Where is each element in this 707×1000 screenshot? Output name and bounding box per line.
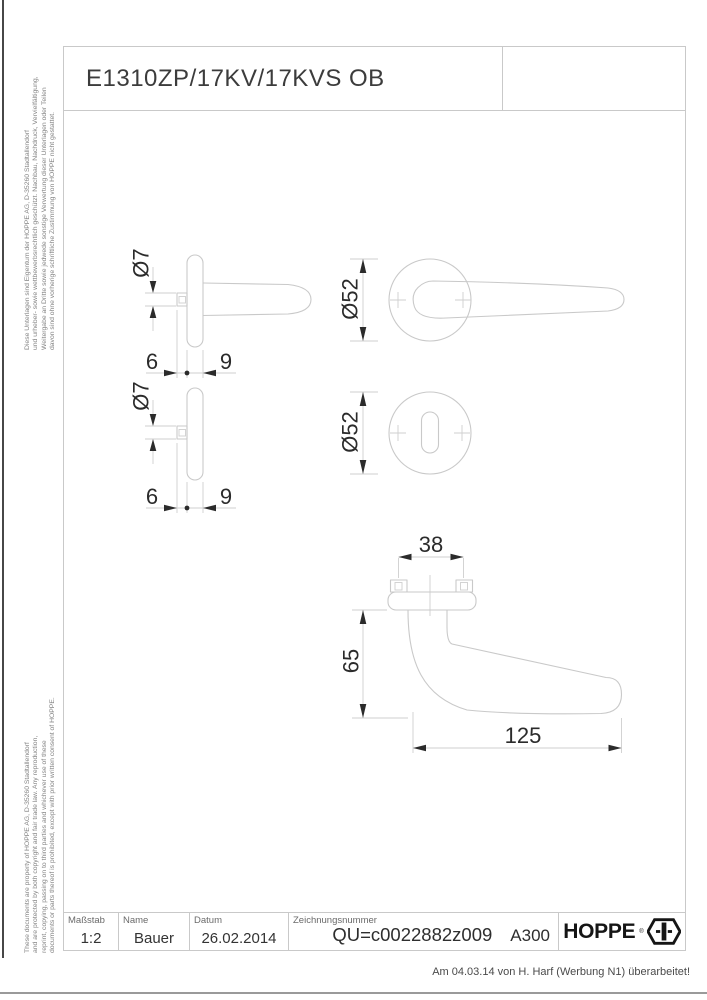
escutcheon-side-outline [187, 388, 203, 480]
keyhole-slot [422, 412, 439, 453]
dim-label-6: 6 [145, 349, 159, 374]
dim-top-65 [339, 610, 409, 718]
drawing-number-label: Zeichnungsnummer [293, 915, 377, 926]
view-handle-front [338, 259, 625, 341]
disclaimer-english-line: These documents are property of HOPPE AG, D-35260 Stadtallendorf [24, 742, 31, 953]
rose-side-outline [187, 255, 203, 347]
dim-label-38: 38 [418, 532, 444, 557]
view-escutcheon-front [338, 392, 472, 474]
dim-label-65: 65 [338, 648, 364, 674]
screw-post-right-slot [461, 583, 468, 591]
view-handle-side [129, 248, 312, 378]
escutcheon-stub-detail [179, 430, 186, 437]
dim-label-9: 9 [219, 349, 233, 374]
format-code: A300 [510, 926, 550, 945]
dim-label-6: 6 [145, 484, 159, 509]
date-label: Datum [194, 915, 222, 926]
disclaimer-german-line: und urheber- sowie wettbewerbsrechtlich geschützt. Nachbau, Nachdruck, Vervielfältigung, [32, 76, 40, 350]
dim-label-9: 9 [219, 484, 233, 509]
dim-label-diameter7: Ø7 [128, 381, 154, 411]
scale-value: 1:2 [80, 930, 102, 947]
view-rose-side [129, 381, 237, 513]
dim-top-125 [413, 712, 622, 753]
handle-top-outline [408, 610, 622, 714]
dim-label-diameter52: Ø52 [337, 411, 363, 453]
dim-top-38 [399, 532, 464, 578]
dim-rose-side-diameter7 [129, 381, 177, 464]
dim-rose-side-6-9 [146, 443, 236, 513]
dim-handle-side-diameter7 [129, 248, 177, 331]
page-title: E1310ZP/17KV/17KVS OB [86, 64, 385, 92]
disclaimer-english-line: documents or parts thereof is prohibited, except with prior written consent of HOPPE. [49, 697, 57, 953]
center-cross-marks [390, 425, 470, 441]
name-value: Bauer [133, 930, 175, 947]
dim-handle-front-diameter52 [338, 259, 379, 341]
date-value: 26.02.2014 [201, 930, 277, 947]
view-handle-top [339, 532, 622, 753]
spindle-stub-detail [179, 297, 186, 304]
dim-label-125: 125 [504, 723, 542, 748]
disclaimer-german-line: davon sind ohne vorherige schriftliche Zustimmung von HOPPE nicht gestattet. [49, 111, 57, 350]
scale-label: Maßstab [68, 915, 105, 926]
hoppe-wordmark: HOPPE [563, 919, 636, 943]
dim-label-diameter52: Ø52 [337, 278, 363, 320]
drawing-number-value: QU=c0022882z009 [332, 924, 493, 945]
revision-note: Am 04.03.14 von H. Harf (Werbung N1) überarbeitet! [432, 966, 690, 978]
registered-mark: ® [639, 928, 644, 935]
disclaimer-english-line: and are protected by both copyright and fair trade law. Any reproduction, [32, 735, 40, 953]
disclaimer-english-line: reprint, copying, passing on to third parties and whichever use of these [40, 740, 48, 953]
dim-handle-side-6-9 [146, 310, 236, 378]
handle-front-outline [413, 281, 624, 318]
dim-escutcheon-diameter52 [338, 392, 379, 474]
disclaimer-german-line: Diese Unterlagen sind Eigentum der HOPPE AG, D-35260 Stadtallendorf [24, 130, 31, 350]
handle-grip-side-outline [203, 283, 311, 316]
center-cross-marks [390, 292, 471, 308]
name-label: Name [123, 915, 149, 926]
disclaimer-german-line: Weitergabe an Dritte sowie jedwede sonstige Verwertung dieser Unterlagen oder Teilen [40, 87, 48, 350]
dim-label-diameter7: Ø7 [128, 248, 154, 278]
screw-post-left-slot [395, 583, 402, 591]
rose-plate-top-outline [388, 592, 476, 610]
